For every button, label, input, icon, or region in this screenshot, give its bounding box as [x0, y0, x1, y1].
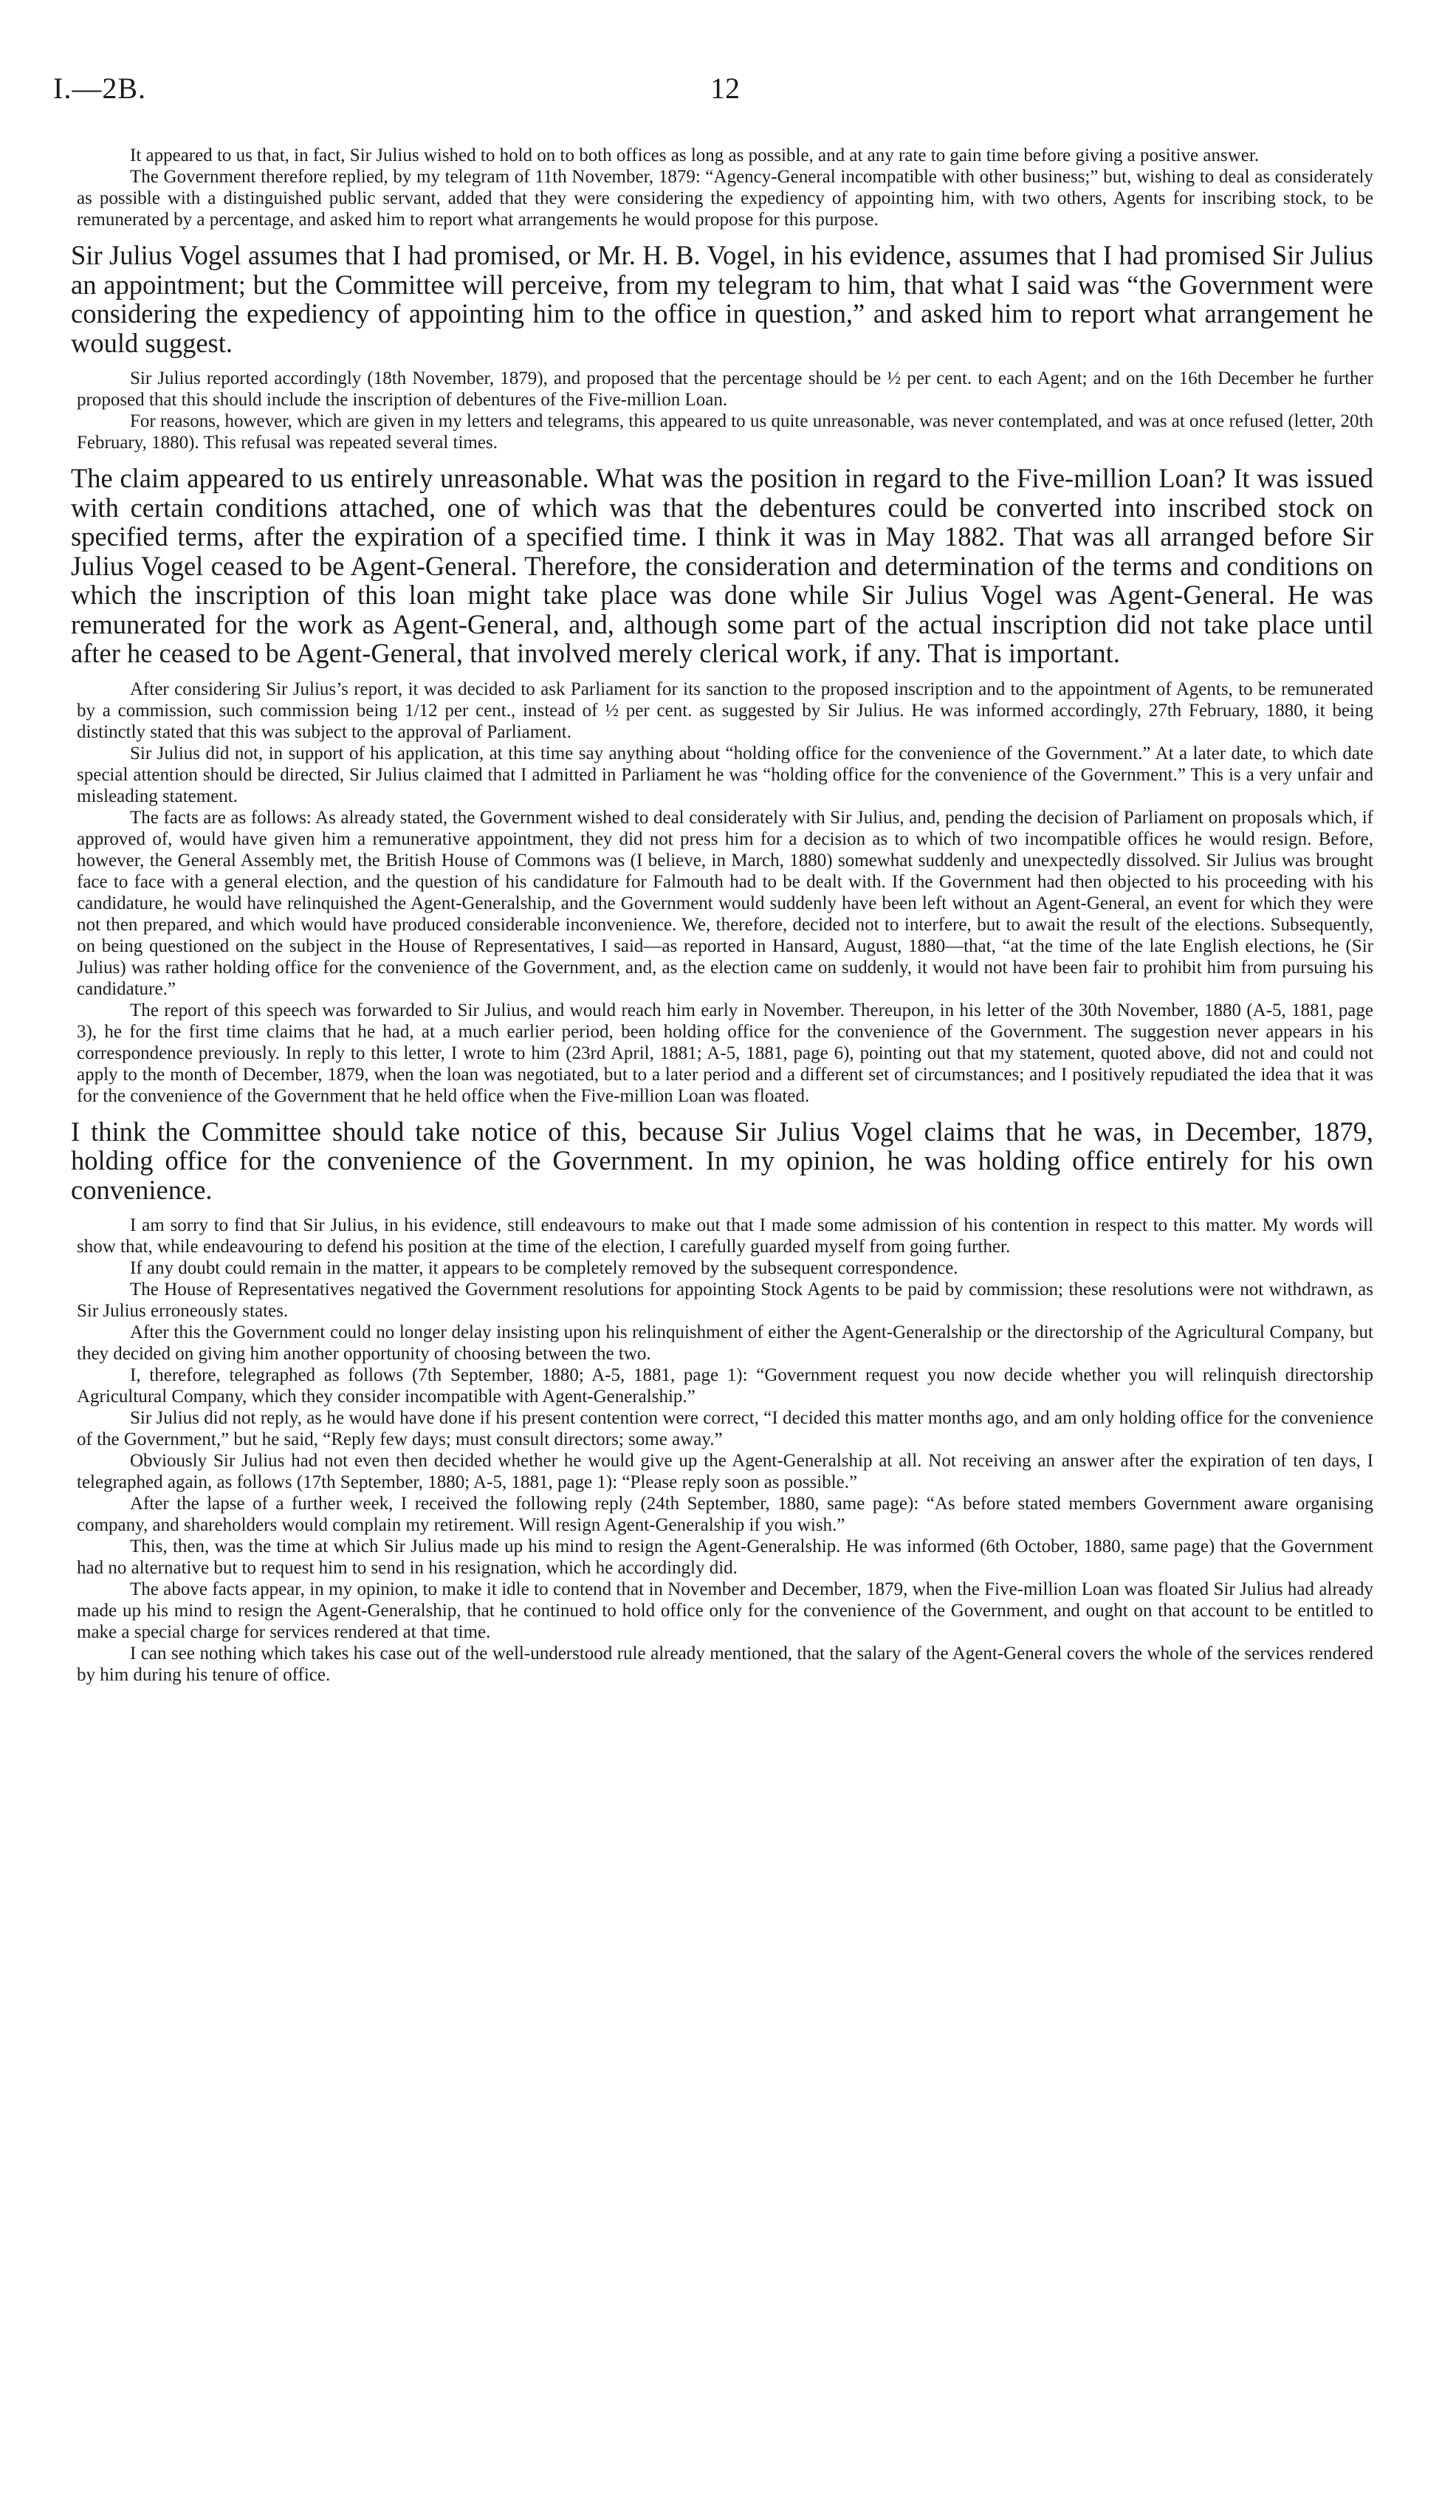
- evidence-paragraph: Sir Julius Vogel assumes that I had promised, or Mr. H. B. Vogel, in his evidence, assumes that I had promised Sir Julius an appointment; but the Committee will perceive, from my telegram to him, that what I said was “the Government were considering the expediency of appointing him to the office in question,” and asked him to report what arrangement he would suggest.: [71, 240, 1373, 358]
- paragraph: The House of Representatives negatived the Government resolutions for appointing Stock Agents to be paid by commission; these resolutions were not withdrawn, as Sir Julius erroneously states.: [77, 1280, 1373, 1321]
- paragraph: Sir Julius did not, in support of his application, at this time say anything about “holding office for the convenience of the Government.” At a later date, to which date special attention should be directed, Sir Julius claimed that I admitted in Parliament he was “holding office for the convenience of the Government.” This is a very unfair and misleading statement.: [77, 743, 1373, 806]
- paragraph: This, then, was the time at which Sir Julius made up his mind to resign the Agent-Generalship. He was informed (6th October, 1880, same page) that the Government had no alternative but to request him to send in his resignation, which he accordingly did.: [77, 1537, 1373, 1578]
- paragraph: If any doubt could remain in the matter, it appears to be completely removed by the subsequent correspondence.: [130, 1258, 958, 1278]
- paragraph: The facts are as follows: As already stated, the Government wished to deal considerately with Sir Julius, and, pending the decision of Parliament on proposals which, if approved of, would have given him a remunerative appointment, they did not press him for a decision as to which of two incompatible offices he would resign. Before, however, the General Assembly met, the British House of Commons was (I believe, in March, 1880) somewhat suddenly and unexpectedly dissolved. Sir Julius was brought face to face with a general election, and the question of his candidature for Falmouth had to be dealt with. If the Government had then objected to his proceeding with his candidature, he would have relinquished the Agent-Generalship, and the Government would suddenly have been left without an Agent-General, an event for which they were not then prepared, and which would have produced considerable inconvenience. We, therefore, decided not to interfere, but to await the result of the elections. Subsequently, on being questioned on the subject in the House of Representatives, I said—as reported in Hansard, August, 1880—that, “at the time of the late English elections, he (Sir Julius) was rather holding office for the convenience of the Government, and, as the election came on suddenly, it would not have been fair to prohibit him from pursuing his candidature.”: [77, 807, 1373, 999]
- paragraph: The report of this speech was forwarded to Sir Julius, and would reach him early in November. Thereupon, in his letter of the 30th November, 1880 (A-5, 1881, page 3), he for the first time claims that he had, at a much earlier period, been holding office for the convenience of the Government. The suggestion never appears in his correspondence previously. In reply to this letter, I wrote to him (23rd April, 1881; A-5, 1881, page 6), pointing out that my statement, quoted above, did not and could not apply to the month of December, 1879, when the loan was negotiated, but to a later period and a different set of circumstances; and I positively repudiated the idea that it was for the convenience of the Government that he held office when the Five-million Loan was floated.: [77, 1000, 1373, 1106]
- paragraph: After considering Sir Julius’s report, it was decided to ask Parliament for its sanction to the proposed inscription and to the appointment of Agents, to be remunerated by a commission, such commission being 1/12 per cent., instead of ½ per cent. as suggested by Sir Julius. He was informed accordingly, 27th February, 1880, it being distinctly stated that this was subject to the approval of Parliament.: [77, 679, 1373, 742]
- evidence-paragraph: I think the Committee should take notice of this, because Sir Julius Vogel claims that he was, in December, 1879, holding office for the convenience of the Government. In my opinion, he was holding office entirely for his own convenience.: [71, 1116, 1373, 1205]
- paragraph: Sir Julius reported accordingly (18th November, 1879), and proposed that the percentage should be ½ per cent. to each Agent; and on the 16th December he further proposed that this should include the inscription of debentures of the Five-million Loan.: [77, 368, 1373, 410]
- paragraph: After this the Government could no longer delay insisting upon his relinquishment of either the Agent-Generalship or the directorship of the Agricultural Company, but they decided on giving him another opportunity of choosing between the two.: [77, 1322, 1373, 1364]
- paragraph: Obviously Sir Julius had not even then decided whether he would give up the Agent-Generalship at all. Not receiving an answer after the expiration of ten days, I telegraphed again, as follows (17th September, 1880; A-5, 1881, page 1): “Please reply soon as possible.”: [77, 1451, 1373, 1492]
- paragraph: I, therefore, telegraphed as follows (7th September, 1880; A-5, 1881, page 1): “Government request you now decide whether you will relinquish directorship Agricultural Company, which they consider incompatible with Agent-Generalship.”: [77, 1365, 1373, 1407]
- page-number: 12: [710, 72, 740, 105]
- paragraph: The above facts appear, in my opinion, to make it idle to contend that in November and December, 1879, when the Five-million Loan was floated Sir Julius had already made up his mind to resign the Agent-Generalship, that he continued to hold office only for the convenience of the Government, and ought on that account to be entitled to make a special charge for services rendered at that time.: [77, 1579, 1373, 1642]
- paragraph: The Government therefore replied, by my telegram of 11th November, 1879: “Agency-General incompatible with other business;” but, wishing to deal as considerately as possible with a distinguished public servant, added that they were considering the expediency of appointing him, with two others, Agents for inscribing stock, to be remunerated by a percentage, and asked him to report what arrangements he would propose for this purpose.: [77, 167, 1373, 230]
- paragraph: I am sorry to find that Sir Julius, in his evidence, still endeavours to make out that I made some admission of his contention in respect to this matter. My words will show that, while endeavouring to defend his position at the time of the election, I carefully guarded myself from going further.: [77, 1215, 1373, 1257]
- paragraph: I can see nothing which takes his case out of the well-understood rule already mentioned, that the salary of the Agent-General covers the whole of the services rendered by him during his tenure of office.: [77, 1644, 1373, 1685]
- paragraph: After the lapse of a further week, I received the following reply (24th September, 1880, same page): “As before stated members Government aware organising company, and shareholders would complain my retirement. Will resign Agent-Generalship if you wish.”: [77, 1494, 1373, 1535]
- body-text: [71, 145, 1373, 1686]
- evidence-paragraph: The claim appeared to us entirely unreasonable. What was the position in regard to the Five-million Loan? It was issued with certain conditions attached, one of which was that the debentures could be converted into inscribed stock on specified terms, after the expiration of a specified time. I think it was in May 1882. That was all arranged before Sir Julius Vogel ceased to be Agent-General. Therefore, the consideration and determination of the terms and conditions on which the inscription of this loan might take place was done while Sir Julius Vogel was Agent-General. He was remunerated for the work as Agent-General, and, although some part of the actual inscription did not take place until after he ceased to be Agent-General, that involved merely clerical work, if any. That is important.: [71, 463, 1373, 668]
- paragraph: It appeared to us that, in fact, Sir Julius wished to hold on to both offices as long as possible, and at any rate to gain time before giving a positive answer.: [130, 145, 1260, 165]
- document-reference: I.—2B.: [53, 72, 146, 105]
- paragraph: Sir Julius did not reply, as he would have done if his present contention were correct, “I decided this matter months ago, and am only holding office for the convenience of the Government,” but he said, “Reply few days; must consult directors; some away.”: [77, 1408, 1373, 1449]
- paragraph: For reasons, however, which are given in my letters and telegrams, this appeared to us quite unreasonable, was never contemplated, and was at once refused (letter, 20th February, 1880). This refusal was repeated several times.: [77, 411, 1373, 453]
